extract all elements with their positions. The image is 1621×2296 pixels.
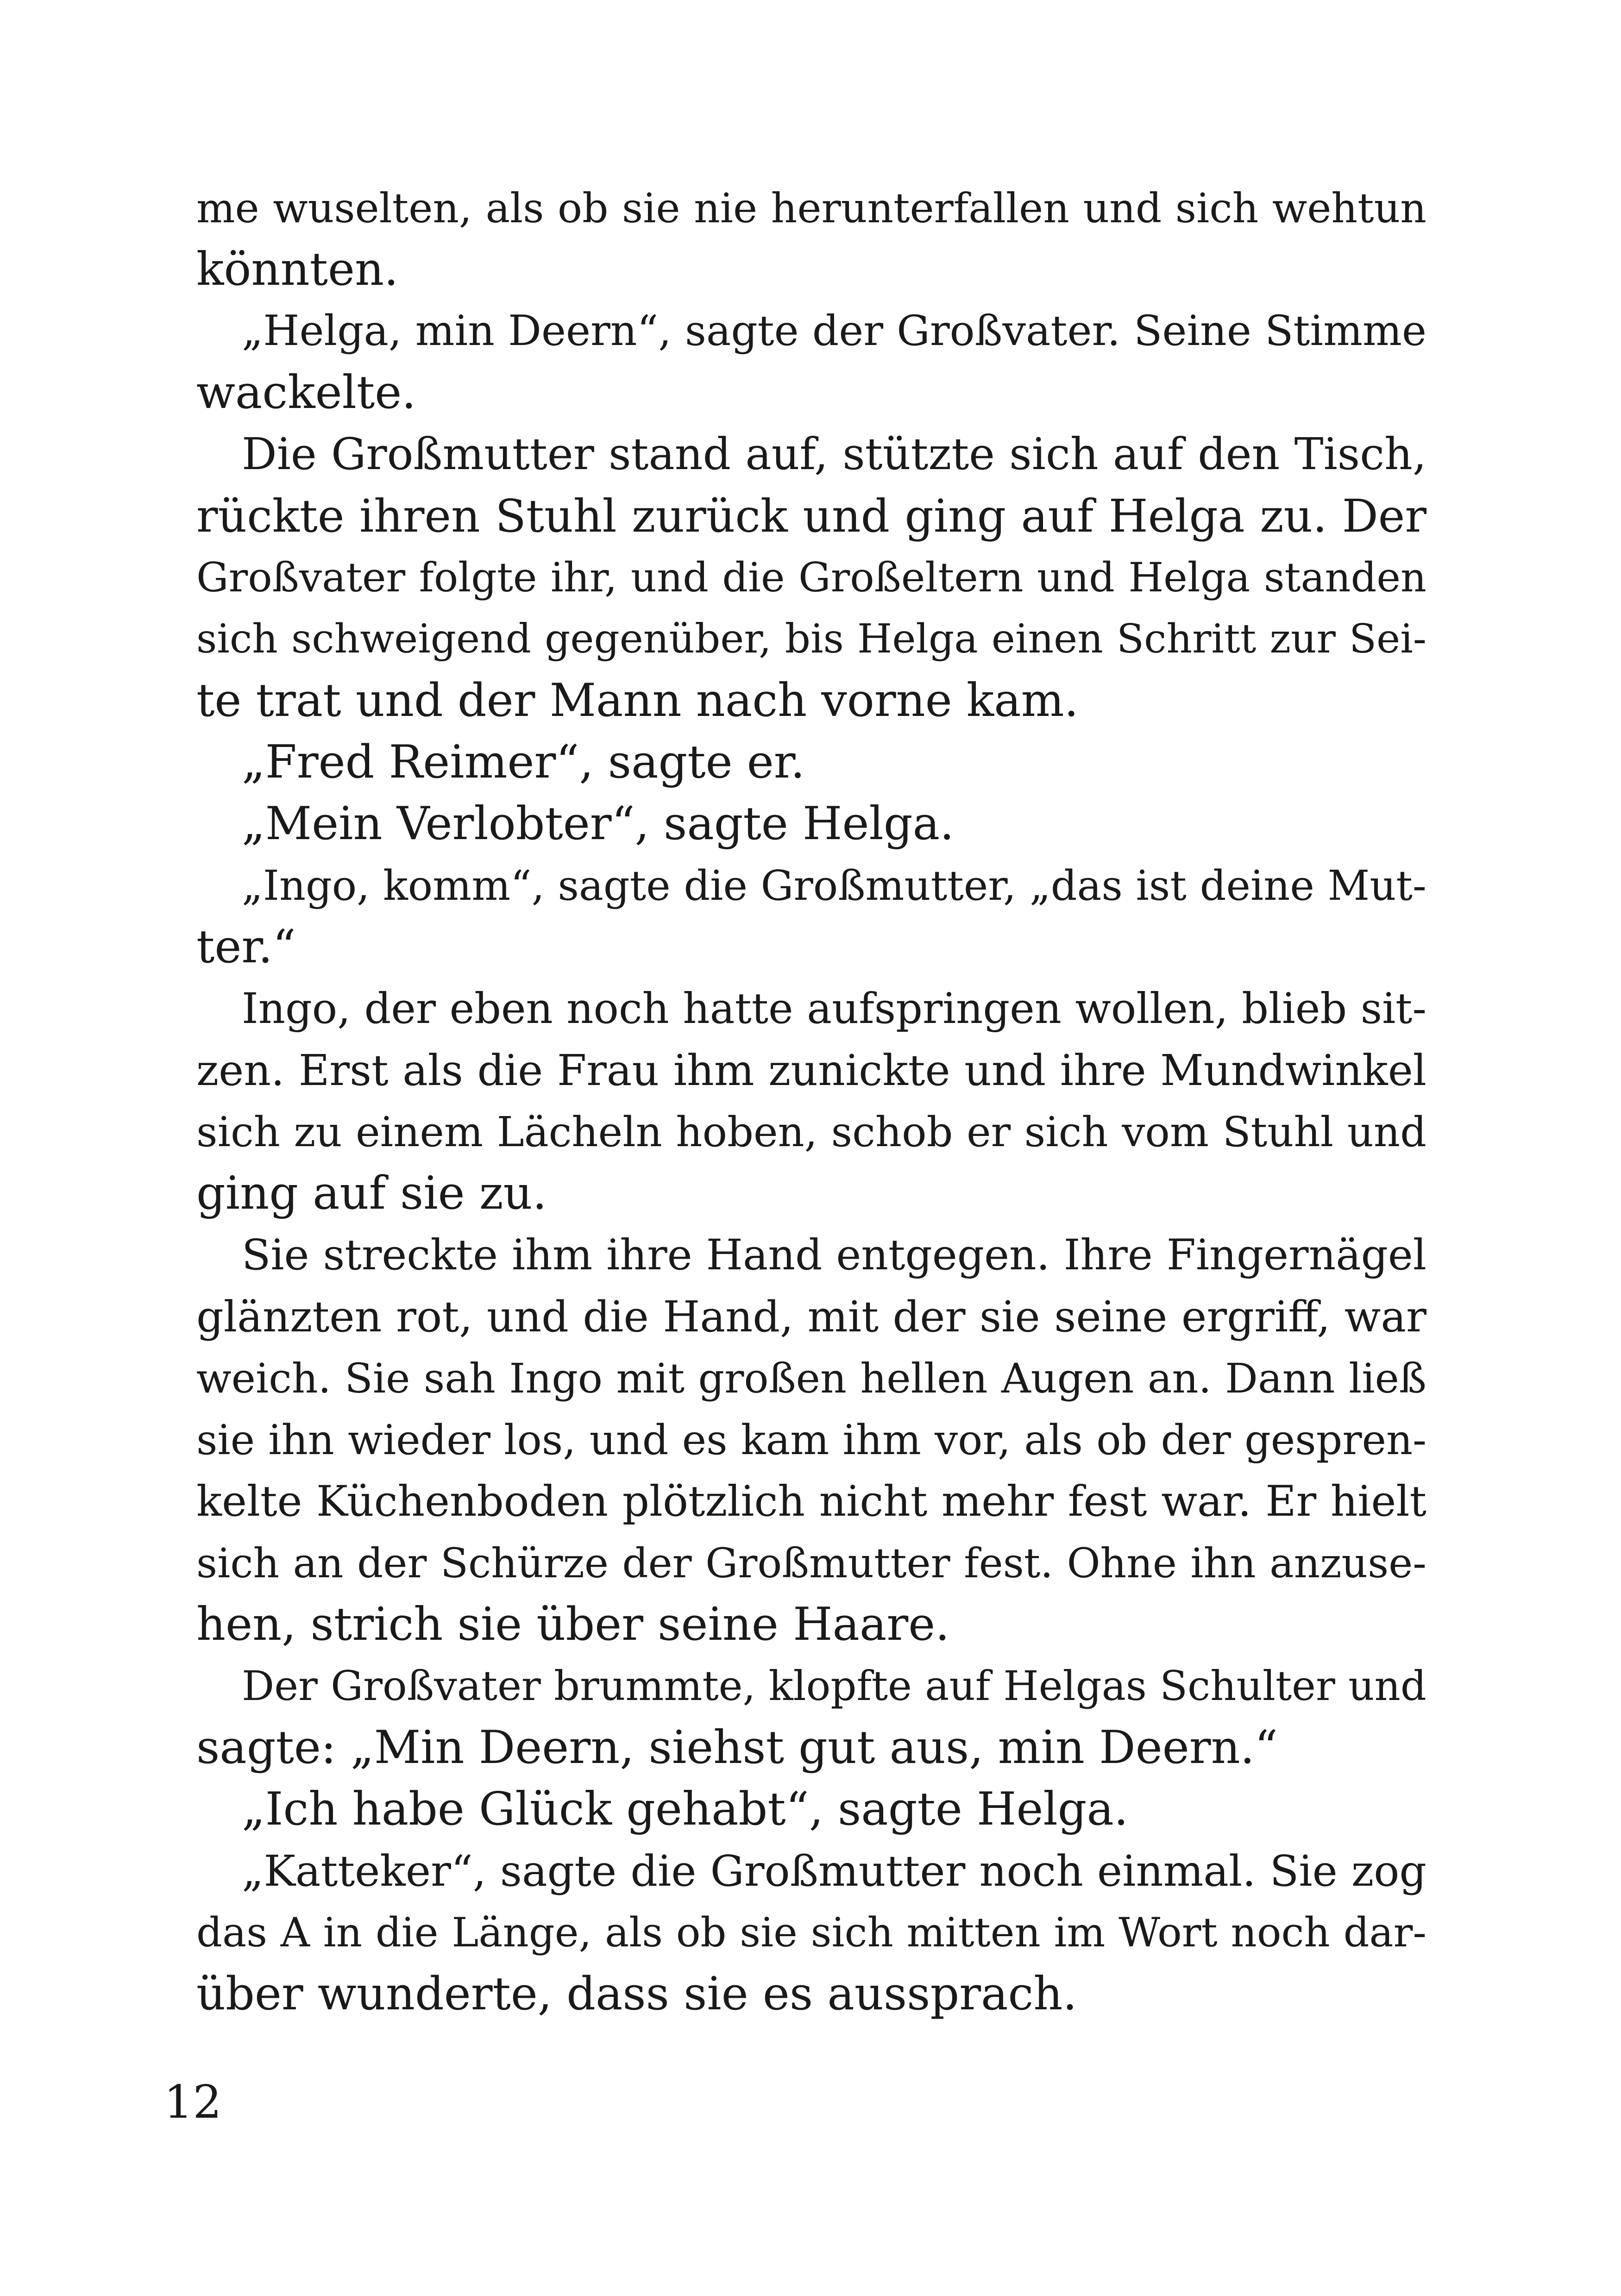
text-line: sagte: „Min Deern, siehst gut aus, min Deern.“ xyxy=(196,1721,1278,1774)
text-line: sie ihn wieder los, und es kam ihm vor, als ob der gespren- xyxy=(196,1416,1426,1464)
text-line: Ingo, der eben noch hatte aufspringen wollen, blieb sit- xyxy=(242,985,1426,1033)
text-line: Der Großvater brummte, klopfte auf Helgas Schulter und xyxy=(242,1662,1426,1710)
text-line: weich. Sie sah Ingo mit großen hellen Augen an. Dann ließ xyxy=(196,1355,1426,1402)
page-number: 12 xyxy=(164,2076,222,2129)
body-text xyxy=(196,177,1426,2025)
text-line: sich an der Schürze der Großmutter fest. Ohne ihn anzuse- xyxy=(196,1539,1426,1587)
text-line: Sie streckte ihm ihre Hand entgegen. Ihre Fingernägel xyxy=(242,1230,1426,1280)
text-line: „Katteker“, sagte die Großmutter noch einmal. Sie zog xyxy=(242,1846,1426,1896)
text-line: Großvater folgte ihr, und die Großeltern und Helga standen xyxy=(196,554,1426,601)
text-line: sich zu einem Lächeln hoben, schob er sich vom Stuhl und xyxy=(196,1108,1426,1156)
text-line: kelte Küchenboden plötzlich nicht mehr fest war. Er hielt xyxy=(196,1477,1426,1526)
text-line: wackelte. xyxy=(196,366,416,419)
text-line: über wunderte, dass sie es aussprach. xyxy=(196,1968,1077,2020)
text-line: zen. Erst als die Frau ihm zunickte und ihre Mundwinkel xyxy=(196,1046,1426,1095)
text-line: Die Großmutter stand auf, stützte sich auf den Tisch, xyxy=(242,429,1426,480)
text-line: ter.“ xyxy=(196,921,296,973)
text-line: me wuselten, als ob sie nie herunterfallen und sich wehtun xyxy=(196,184,1426,232)
text-line: ging auf sie zu. xyxy=(196,1167,547,1220)
text-line: „Helga, min Deern“, sagte der Großvater. Seine Stimme xyxy=(242,307,1426,355)
text-line: „Mein Verlobter“, sagte Helga. xyxy=(242,797,955,850)
text-line: rückte ihren Stuhl zurück und ging auf Helga zu. Der xyxy=(196,490,1426,542)
text-line: „Ingo, komm“, sagte die Großmutter, „das ist deine Mut- xyxy=(242,862,1426,910)
text-line: das A in die Länge, als ob sie sich mitten im Wort noch dar- xyxy=(196,1909,1426,1956)
text-line: sich schweigend gegenüber, bis Helga einen Schritt zur Sei- xyxy=(196,616,1426,662)
text-line: könnten. xyxy=(196,243,399,296)
text-line: glänzten rot, und die Hand, mit der sie seine ergriff, war xyxy=(196,1292,1426,1342)
text-line: hen, strich sie über seine Haare. xyxy=(196,1598,950,1651)
text-line: „Ich habe Glück gehabt“, sagte Helga. xyxy=(242,1783,1129,1836)
text-line: te trat und der Mann nach vorne kam. xyxy=(196,674,1079,727)
text-line: „Fred Reimer“, sagte er. xyxy=(242,736,805,789)
